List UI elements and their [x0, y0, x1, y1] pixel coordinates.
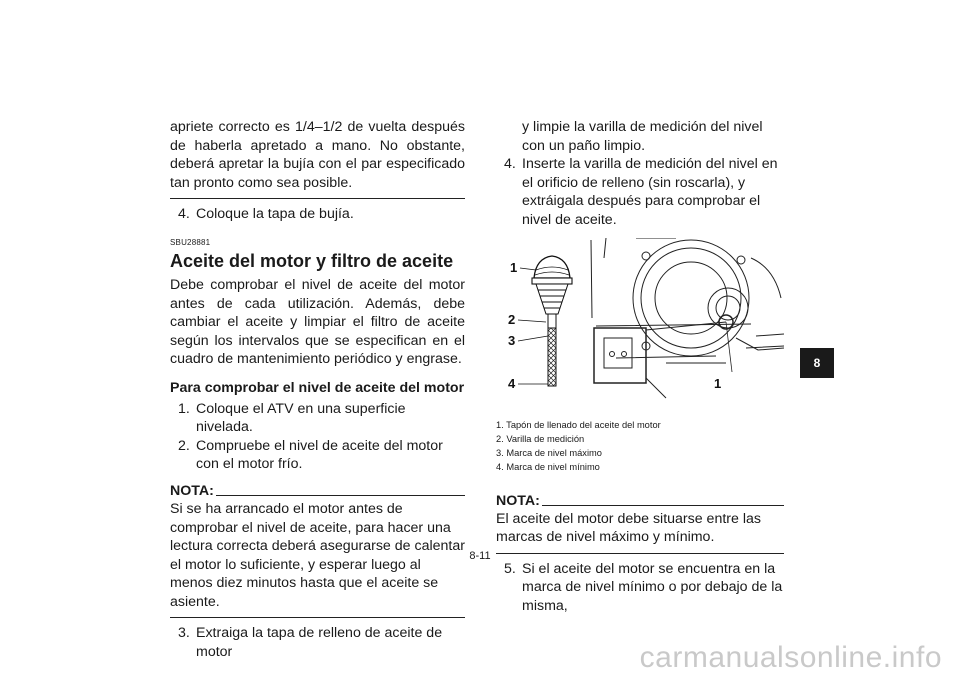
figure-label-3: 3 [508, 332, 516, 348]
intro-paragraph: apriete correcto es 1/4–1/2 de vuelta después de haberla apretado a mano. No obstante, deberá apretar la bujía con el par especificado tan pronto como sea posible. [170, 119, 465, 191]
subheading: Para comprobar el nivel de aceite del motor [170, 379, 465, 396]
step-number: 5. [504, 560, 516, 577]
step-4-dipstick [496, 155, 784, 229]
note-rule [542, 505, 784, 506]
step-text: Si el aceite del motor se encuentra en la marca de nivel mínimo o por debajo de la misma, [522, 560, 783, 614]
step-3-continued: y limpie la varilla de medición del nivel con un paño limpio. [522, 119, 763, 154]
caption-3: 3. Marca de nivel máximo [496, 447, 602, 458]
section-paragraph: Debe comprobar el nivel de aceite del motor antes de cada utilización. Además, debe cambiar el aceite y limpiar el filtro de aceite según los intervalos que se especifican en el cuadro de mantenimiento periódico y engrase. [170, 276, 465, 368]
step-number: 1. [178, 400, 190, 417]
step-3 [170, 624, 465, 661]
page-number: 8-11 [469, 550, 491, 562]
caption-4: 4. Marca de nivel mínimo [496, 461, 600, 472]
step-text: Compruebe el nivel de aceite del motor con el motor frío. [196, 437, 443, 473]
step-text: Coloque el ATV en una superficie nivelada. [196, 400, 406, 436]
note-text: Si se ha arrancado el motor antes de comprobar el nivel de aceite, para hacer una lectura correcta deberá asegurarse de calentar el motor lo suficiente, y esperar luego al menos diez minutos hasta que el aceite se asiente. [170, 500, 465, 610]
figure-label-4: 4 [508, 375, 516, 391]
step-number: 3. [178, 625, 190, 642]
note-label: NOTA: [496, 492, 540, 509]
step-number: 2. [178, 437, 190, 454]
dipstick-figure [496, 238, 784, 408]
step-1 [170, 400, 465, 437]
note-header [496, 492, 784, 510]
figure-label-2: 2 [508, 311, 516, 327]
figure-label-1: 1 [510, 259, 518, 275]
step-text: Coloque la tapa de bujía. [196, 206, 354, 223]
engine-drawing [591, 238, 784, 398]
step-text: Inserte la varilla de medición del nivel en el orificio de relleno (sin roscarla), y extráigala después para comprobar el nivel de aceite. [522, 156, 778, 228]
caption-1: 1. Tapón de llenado del aceite del motor [496, 419, 661, 430]
caption-2: 2. Varilla de medición [496, 433, 585, 444]
dipstick-inset [518, 256, 572, 386]
step-number: 4. [504, 156, 516, 173]
section-heading: Aceite del motor y filtro de aceite [170, 250, 454, 271]
divider [170, 198, 465, 199]
chapter-tab: 8 [800, 348, 834, 378]
step-text: Extraiga la tapa de relleno de aceite de motor [196, 625, 443, 661]
step-number: 4. [178, 206, 190, 223]
note-label: NOTA: [170, 482, 214, 499]
engine-illustration [496, 238, 784, 408]
figure-label-1-engine: 1 [714, 375, 722, 391]
step-4 [170, 205, 465, 224]
step-5 [496, 560, 784, 616]
right-column [496, 118, 784, 616]
left-column [170, 118, 465, 662]
note-rule [216, 495, 465, 496]
watermark: carmanualsonline.info [639, 641, 942, 674]
section-code: SBU28881 [170, 237, 211, 247]
figure-captions [496, 418, 784, 474]
note-text: El aceite del motor debe situarse entre las marcas de nivel máximo y mínimo. [496, 510, 761, 546]
note-header [170, 482, 465, 500]
step-2 [170, 437, 465, 474]
divider [170, 617, 465, 618]
